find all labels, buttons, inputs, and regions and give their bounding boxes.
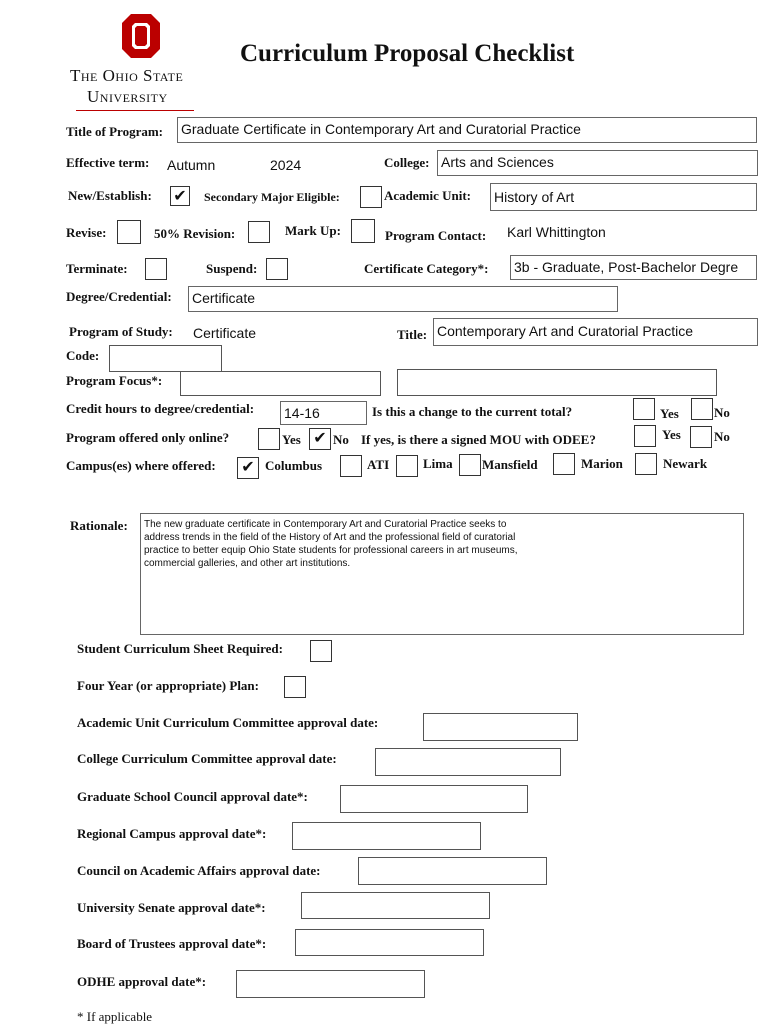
senate-date-field[interactable] bbox=[301, 892, 490, 919]
mou-yes-label: Yes bbox=[662, 427, 681, 442]
campus-lima-checkbox[interactable] bbox=[396, 455, 418, 477]
credit-hours-label: Credit hours to degree/credential: bbox=[66, 401, 255, 416]
page-title: Curriculum Proposal Checklist bbox=[240, 40, 575, 67]
college-field[interactable]: Arts and Sciences bbox=[437, 150, 758, 176]
online-only-label: Program offered only online? bbox=[66, 430, 230, 445]
mou-no-checkbox[interactable] bbox=[690, 426, 712, 448]
online-only-yes-label: Yes bbox=[282, 432, 301, 447]
program-focus-field-2[interactable] bbox=[397, 369, 717, 396]
curriculum-sheet-label: Student Curriculum Sheet Required: bbox=[77, 641, 283, 656]
mark-up-checkbox[interactable] bbox=[351, 219, 375, 243]
campus-ati-checkbox[interactable] bbox=[340, 455, 362, 477]
degree-credential-field[interactable]: Certificate bbox=[188, 286, 618, 312]
campus-newark-label: Newark bbox=[663, 456, 708, 471]
campus-columbus-label: Columbus bbox=[265, 458, 323, 473]
program-title-label: Title: bbox=[397, 327, 428, 342]
degree-credential-label: Degree/Credential: bbox=[66, 289, 172, 304]
credit-hours-field[interactable]: 14-16 bbox=[280, 401, 367, 425]
effective-term-label: Effective term: bbox=[66, 155, 150, 170]
grad-council-date-field[interactable] bbox=[340, 785, 528, 813]
trustees-label: Board of Trustees approval date*: bbox=[77, 936, 267, 951]
academic-unit-field[interactable]: History of Art bbox=[490, 183, 757, 211]
program-focus-label: Program Focus*: bbox=[66, 373, 163, 388]
code-label: Code: bbox=[66, 348, 100, 363]
college-label: College: bbox=[384, 155, 430, 170]
revision-50-label: 50% Revision: bbox=[154, 226, 236, 241]
program-of-study-label: Program of Study: bbox=[69, 324, 173, 339]
four-year-plan-label: Four Year (or appropriate) Plan: bbox=[77, 678, 259, 693]
campus-marion-label: Marion bbox=[581, 456, 623, 471]
odhe-label: ODHE approval date*: bbox=[77, 974, 207, 989]
campus-columbus-checkbox[interactable]: ✔ bbox=[237, 457, 259, 479]
revision-50-checkbox[interactable] bbox=[248, 221, 270, 243]
change-total-no-label: No bbox=[714, 405, 730, 420]
suspend-checkbox[interactable] bbox=[266, 258, 288, 280]
revise-label: Revise: bbox=[66, 225, 107, 240]
college-committee-label: College Curriculum Committee approval date: bbox=[77, 751, 337, 766]
logo-underline bbox=[76, 110, 194, 111]
university-name-line2: University bbox=[87, 87, 168, 106]
mark-up-label: Mark Up: bbox=[285, 223, 341, 238]
change-total-no-checkbox[interactable] bbox=[691, 398, 713, 420]
block-o-icon bbox=[122, 14, 160, 58]
campus-newark-checkbox[interactable] bbox=[635, 453, 657, 475]
certificate-category-label: Certificate Category*: bbox=[364, 261, 489, 276]
mou-no-label: No bbox=[714, 429, 730, 444]
program-of-study-value[interactable]: Certificate bbox=[193, 325, 257, 341]
regional-campus-label: Regional Campus approval date*: bbox=[77, 826, 267, 841]
program-contact-value[interactable]: Karl Whittington bbox=[507, 224, 606, 240]
campus-ati-label: ATI bbox=[367, 457, 390, 472]
program-focus-field-1[interactable] bbox=[180, 371, 381, 396]
code-field[interactable] bbox=[109, 345, 222, 372]
footnote: * If applicable bbox=[77, 1009, 153, 1024]
caa-label: Council on Academic Affairs approval date: bbox=[77, 863, 321, 878]
curriculum-sheet-checkbox[interactable] bbox=[310, 640, 332, 662]
online-only-no-checkbox[interactable]: ✔ bbox=[309, 428, 331, 450]
mou-yes-checkbox[interactable] bbox=[634, 425, 656, 447]
university-logo bbox=[68, 12, 218, 112]
four-year-plan-checkbox[interactable] bbox=[284, 676, 306, 698]
title-of-program-field[interactable]: Graduate Certificate in Contemporary Art and Curatorial Practice bbox=[177, 117, 757, 143]
certificate-category-field[interactable]: 3b - Graduate, Post-Bachelor Degre bbox=[510, 255, 757, 280]
program-contact-label: Program Contact: bbox=[385, 228, 487, 243]
program-title-field[interactable]: Contemporary Art and Curatorial Practice bbox=[433, 318, 758, 346]
unit-committee-date-field[interactable] bbox=[423, 713, 578, 741]
unit-committee-label: Academic Unit Curriculum Committee approval date: bbox=[77, 715, 379, 730]
change-total-label: Is this a change to the current total? bbox=[372, 404, 573, 419]
effective-term-value[interactable]: Autumn bbox=[167, 157, 216, 173]
new-establish-checkbox[interactable]: ✔ bbox=[170, 186, 190, 206]
change-total-yes-label: Yes bbox=[660, 406, 679, 421]
odhe-date-field[interactable] bbox=[236, 970, 425, 998]
college-committee-date-field[interactable] bbox=[375, 748, 561, 776]
rationale-field[interactable]: The new graduate certificate in Contemporary Art and Curatorial Practice seeks to address trends in the field of the History of Art and the professional field of curatorial practice to better equip Ohio State students for professional careers in art museums, commercial galleries, and other art institutions. bbox=[140, 513, 744, 635]
academic-unit-label: Academic Unit: bbox=[384, 188, 472, 203]
secondary-major-label: Secondary Major Eligible: bbox=[204, 190, 340, 204]
campus-mansfield-checkbox[interactable] bbox=[459, 454, 481, 476]
trustees-date-field[interactable] bbox=[295, 929, 484, 956]
campuses-label: Campus(es) where offered: bbox=[66, 458, 216, 473]
online-only-no-label: No bbox=[333, 432, 349, 447]
rationale-label: Rationale: bbox=[70, 518, 128, 533]
change-total-yes-checkbox[interactable] bbox=[633, 398, 655, 420]
senate-label: University Senate approval date*: bbox=[77, 900, 266, 915]
campus-marion-checkbox[interactable] bbox=[553, 453, 575, 475]
campus-mansfield-label: Mansfield bbox=[482, 457, 538, 472]
grad-council-label: Graduate School Council approval date*: bbox=[77, 789, 308, 804]
regional-campus-date-field[interactable] bbox=[292, 822, 481, 850]
caa-date-field[interactable] bbox=[358, 857, 547, 885]
campus-lima-label: Lima bbox=[423, 456, 453, 471]
terminate-checkbox[interactable] bbox=[145, 258, 167, 280]
mou-label: If yes, is there a signed MOU with ODEE? bbox=[361, 432, 596, 447]
revise-checkbox[interactable] bbox=[117, 220, 141, 244]
terminate-label: Terminate: bbox=[66, 261, 128, 276]
online-only-yes-checkbox[interactable] bbox=[258, 428, 280, 450]
new-establish-label: New/Establish: bbox=[68, 188, 152, 203]
effective-year-value[interactable]: 2024 bbox=[270, 157, 302, 173]
title-of-program-label: Title of Program: bbox=[66, 124, 163, 139]
secondary-major-checkbox[interactable] bbox=[360, 186, 382, 208]
university-name-line1: The Ohio State bbox=[70, 66, 184, 85]
suspend-label: Suspend: bbox=[206, 261, 258, 276]
